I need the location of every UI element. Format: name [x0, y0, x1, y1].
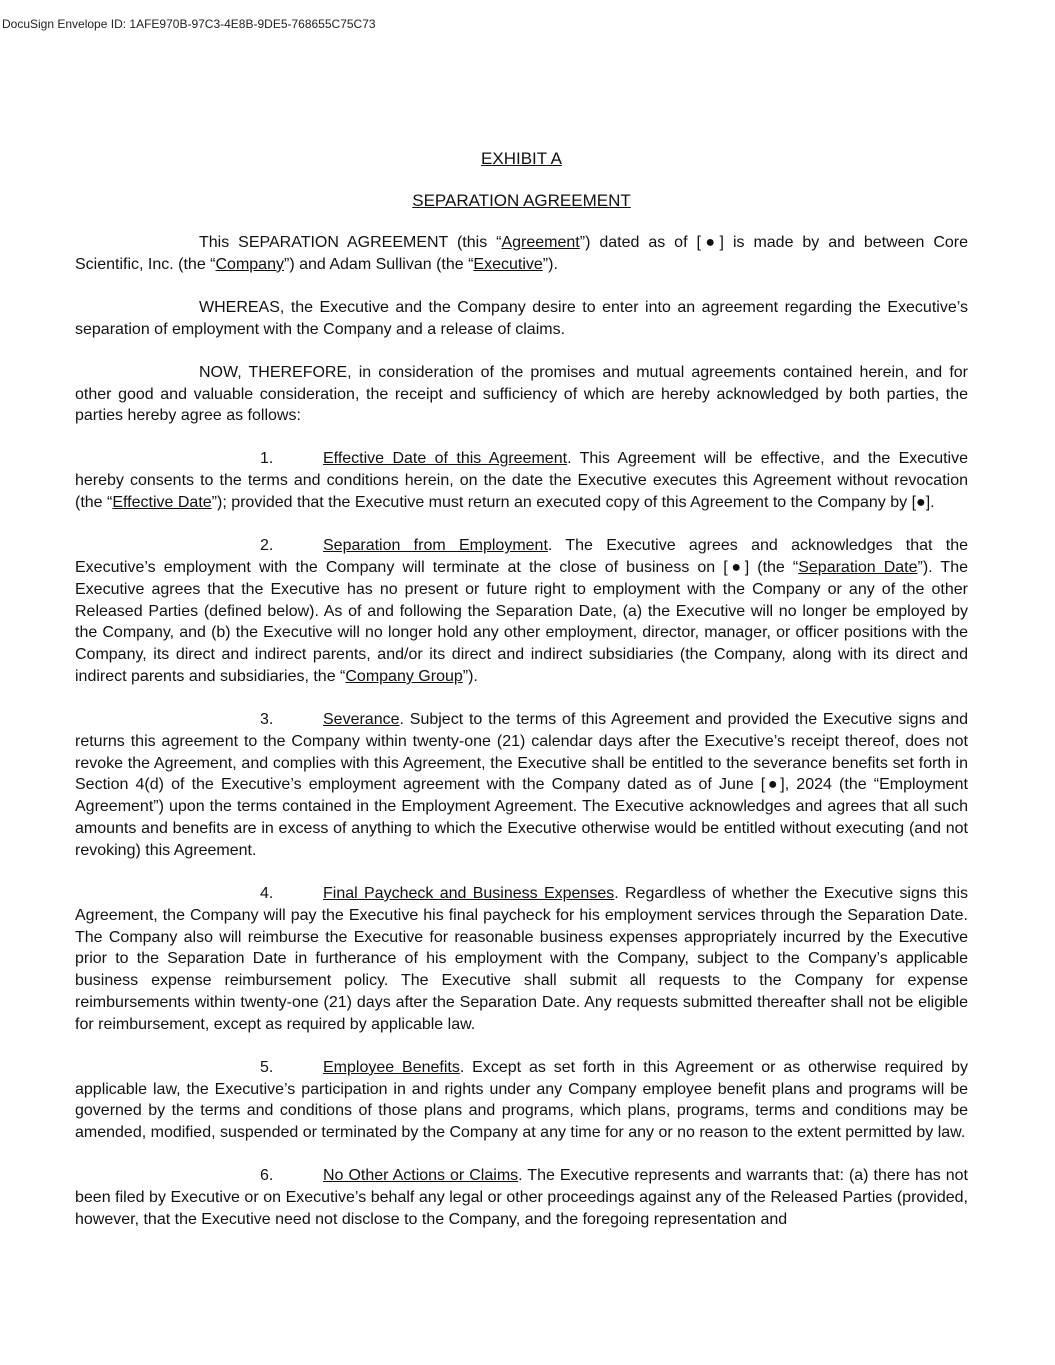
defined-term-company-group: Company Group	[345, 667, 463, 685]
defined-term-effective-date: Effective Date	[112, 494, 212, 512]
defined-term-company: Company	[215, 255, 284, 273]
section-number: 6.	[260, 1167, 274, 1185]
defined-term-separation-date: Separation Date	[798, 558, 918, 576]
whereas-paragraph: WHEREAS, the Executive and the Company desire to enter into an agreement regarding the Executive’s separation of employment with the Company and a release of claims.	[75, 298, 968, 338]
section-1: 1. Effective Date of this Agreement. This Agreement will be effective, and the Executive hereby consents to the terms and conditions herein, on the date the Executive executes this Agreement without revocation (the “Effective Date”); provided that the Executive must return an executed copy of this Agreement to the Company by [●].	[75, 450, 969, 512]
section-heading: Employee Benefits	[323, 1058, 460, 1076]
exhibit-title: EXHIBIT A	[481, 149, 562, 168]
section-heading: Final Paycheck and Business Expenses	[323, 884, 615, 902]
section-2: 2. Separation from Employment. The Executive agrees and acknowledges that the Executive’s employment with the Company will terminate at the close of business on [●] (the “Separation Date”). The Executive agrees that the Executive has no present or future right to employment with the Company or any of the other Released Parties (defined below). As of and following the Separation Date, (a) the Executive will no longer be employed by the Company, and (b) the Executive will no longer hold any other employment, director, manager, or officer positions with the Company, its direct and indirect parents, and/or its direct and indirect subsidiaries (the Company, along with its direct and indirect parents and subsidiaries, the “Company Group”).	[75, 537, 969, 685]
intro-paragraph: This SEPARATION AGREEMENT (this “Agreement”) dated as of [●] is made by and between Core Scientific, Inc. (the “Company”) and Adam Sullivan (the “Executive”).	[75, 234, 968, 273]
section-number: 3.	[260, 711, 274, 729]
section-3: 3. Severance. Subject to the terms of this Agreement and provided the Executive signs and returns this agreement to the Company within twenty-one (21) calendar days after the Executive’s receipt thereof, does not revoke the Agreement, and complies with this Agreement, the Executive shall be entitled to the severance benefits set forth in Section 4(d) of the Executive’s employment agreement with the Company dated as of June [●], 2024 (the “Employment Agreement”) upon the terms contained in the Employment Agreement. The Executive acknowledges and agrees that all such amounts and benefits are in excess of anything to which the Executive otherwise would be entitled without executing (and not revoking) this Agreement.	[75, 711, 968, 859]
section-number: 1.	[260, 450, 274, 468]
section-heading: Separation from Employment	[323, 537, 548, 555]
section-6: 6. No Other Actions or Claims. The Executive represents and warrants that: (a) there has not been filed by Executive or on Executive’s behalf any legal or other proceedings against any of the Released Parties (provided, however, that the Executive need not disclose to the Company, and the foregoing representation and	[75, 1167, 968, 1228]
agreement-title: SEPARATION AGREEMENT	[412, 191, 631, 210]
section-heading: Effective Date of this Agreement	[323, 450, 568, 468]
now-therefore-paragraph: NOW, THEREFORE, in consideration of the promises and mutual agreements contained herein, and for other good and valuable consideration, the receipt and sufficiency of which are hereby acknowledged by both parties, the parties hereby agree as follows:	[75, 363, 968, 425]
envelope-id: DocuSign Envelope ID: 1AFE970B-97C3-4E8B-9DE5-768655C75C73	[2, 17, 376, 31]
section-number: 2.	[260, 537, 274, 555]
defined-term-agreement: Agreement	[501, 234, 580, 251]
section-number: 4.	[260, 884, 274, 902]
defined-term-executive: Executive	[473, 255, 543, 273]
document-page	[75, 148, 968, 1252]
section-heading: No Other Actions or Claims	[323, 1167, 519, 1185]
section-heading: Severance	[323, 711, 400, 729]
section-4: 4. Final Paycheck and Business Expenses. Regardless of whether the Executive signs this Agreement, the Company will pay the Executive his final paycheck for his employment services through the Separation Date. The Company also will reimburse the Executive for reasonable business expenses appropriately incurred by the Executive prior to the Separation Date in furtherance of his employment with the Company, subject to the Company’s applicable business expense reimbursement policy. The Executive shall submit all requests to the Company for expense reimbursements within twenty-one (21) days after the Separation Date. Any requests submitted thereafter shall not be eligible for reimbursement, except as required by applicable law.	[75, 884, 968, 1033]
section-number: 5.	[260, 1058, 274, 1076]
section-5: 5. Employee Benefits. Except as set forth in this Agreement or as otherwise required by applicable law, the Executive’s participation in and rights under any Company employee benefit plans and programs will be governed by the terms and conditions of those plans and programs, which plans, programs, terms and conditions may be amended, modified, suspended or terminated by the Company at any time for any or no reason to the extent permitted by law.	[75, 1058, 968, 1142]
